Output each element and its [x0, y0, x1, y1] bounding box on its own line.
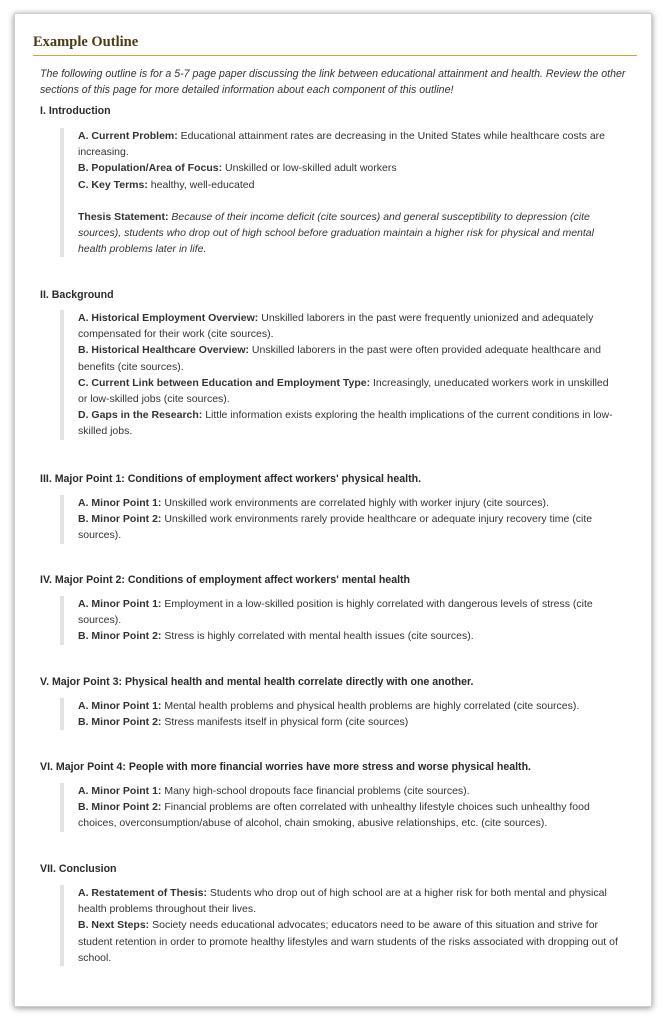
- section-heading-major-point-3: V. Major Point 3: Physical health and mental health correlate directly with one another.: [40, 676, 474, 688]
- outline-item: A. Historical Employment Overview: Unskilled laborers in the past were frequently unionized and adequately compensated for their work (cite sources).: [78, 312, 594, 341]
- section-heading-major-point-4: VI. Major Point 4: People with more financial worries have more stress and worse physical health.: [40, 761, 531, 773]
- outline-item: A. Current Problem: Educational attainment rates are decreasing in the United States while healthcare costs are increasing.: [78, 130, 606, 159]
- outline-item: D. Gaps in the Research: Little information exists exploring the health implications of the current conditions in low-skilled jobs.: [78, 409, 613, 438]
- outline-item: B. Minor Point 2: Unskilled work environments rarely provide healthcare or adequate injury recovery time (cite sources).: [78, 513, 593, 542]
- outline-item: A. Minor Point 1: Unskilled work environments are correlated highly with worker injury (cite sources).: [78, 497, 549, 509]
- section-heading-major-point-1: III. Major Point 1: Conditions of employment affect workers' physical health.: [40, 473, 422, 485]
- outline-item: A. Minor Point 1: Many high-school dropouts face financial problems (cite sources).: [78, 785, 470, 797]
- outline-item: A. Minor Point 1: Employment in a low-skilled position is highly correlated with dangerous levels of stress (cite sources).: [78, 598, 593, 627]
- outline-item: B. Minor Point 2: Financial problems are often correlated with unhealthy lifestyle choices such unhealthy food choices, overconsumption/abuse of alcohol, chain smoking, abusive relationships, etc. (cite sources).: [78, 801, 590, 830]
- thesis-statement: Thesis Statement: Because of their income deficit (cite sources) and general susceptibility to depression (cite sources), students who drop out of high school before graduation maintain a higher risk for physical and mental health problems later in life.: [78, 210, 594, 256]
- outline-item: B. Minor Point 2: Stress manifests itself in physical form (cite sources): [78, 716, 409, 729]
- spacer: [78, 193, 620, 209]
- outline-item: B. Minor Point 2: Stress is highly correlated with mental health issues (cite sources).: [78, 630, 474, 643]
- section-block-major-point-1: [60, 495, 620, 544]
- outline-item: B. Historical Healthcare Overview: Unskilled laborers in the past were often provided adequate healthcare and benefits (cite sources).: [78, 344, 601, 373]
- section-block-background: [60, 310, 620, 440]
- outline-item: B. Population/Area of Focus: Unskilled or low-skilled adult workers: [78, 162, 397, 175]
- page-title: Example Outline: [33, 34, 139, 50]
- outline-item: C. Key Terms: healthy, well-educated: [78, 178, 255, 191]
- section-block-major-point-3: [60, 698, 620, 730]
- outline-item: A. Restatement of Thesis: Students who drop out of high school are at a higher risk for both mental and physical health problems throughout their lives.: [78, 887, 607, 916]
- section-block-introduction: [60, 128, 620, 257]
- section-block-major-point-2: [60, 596, 620, 645]
- section-heading-introduction: I. Introduction: [40, 105, 111, 117]
- section-heading-major-point-2: IV. Major Point 2: Conditions of employment affect workers' mental health: [40, 574, 411, 586]
- title-divider: [33, 55, 637, 56]
- section-block-major-point-4: [60, 783, 620, 832]
- outline-item: A. Minor Point 1: Mental health problems and physical health problems are highly correlated (cite sources).: [78, 700, 580, 712]
- outline-item: C. Current Link between Education and Employment Type: Increasingly, uneducated workers work in unskilled or low-skilled jobs (cite sources).: [78, 376, 609, 406]
- outline-item: B. Next Steps: Society needs educational advocates; educators need to be aware of this situation and strive for student retention in order to promote healthy lifestyles and warn students of the risks associated with dropping out of school.: [78, 919, 618, 964]
- section-block-conclusion: [60, 885, 620, 966]
- outline-card: [14, 13, 652, 1007]
- section-heading-background: II. Background: [40, 289, 114, 301]
- section-heading-conclusion: VII. Conclusion: [40, 863, 117, 875]
- intro-text: The following outline is for a 5-7 page paper discussing the link between educational attainment and health. Review the other sections of this page for more detailed information about each component of this outline!: [40, 68, 626, 96]
